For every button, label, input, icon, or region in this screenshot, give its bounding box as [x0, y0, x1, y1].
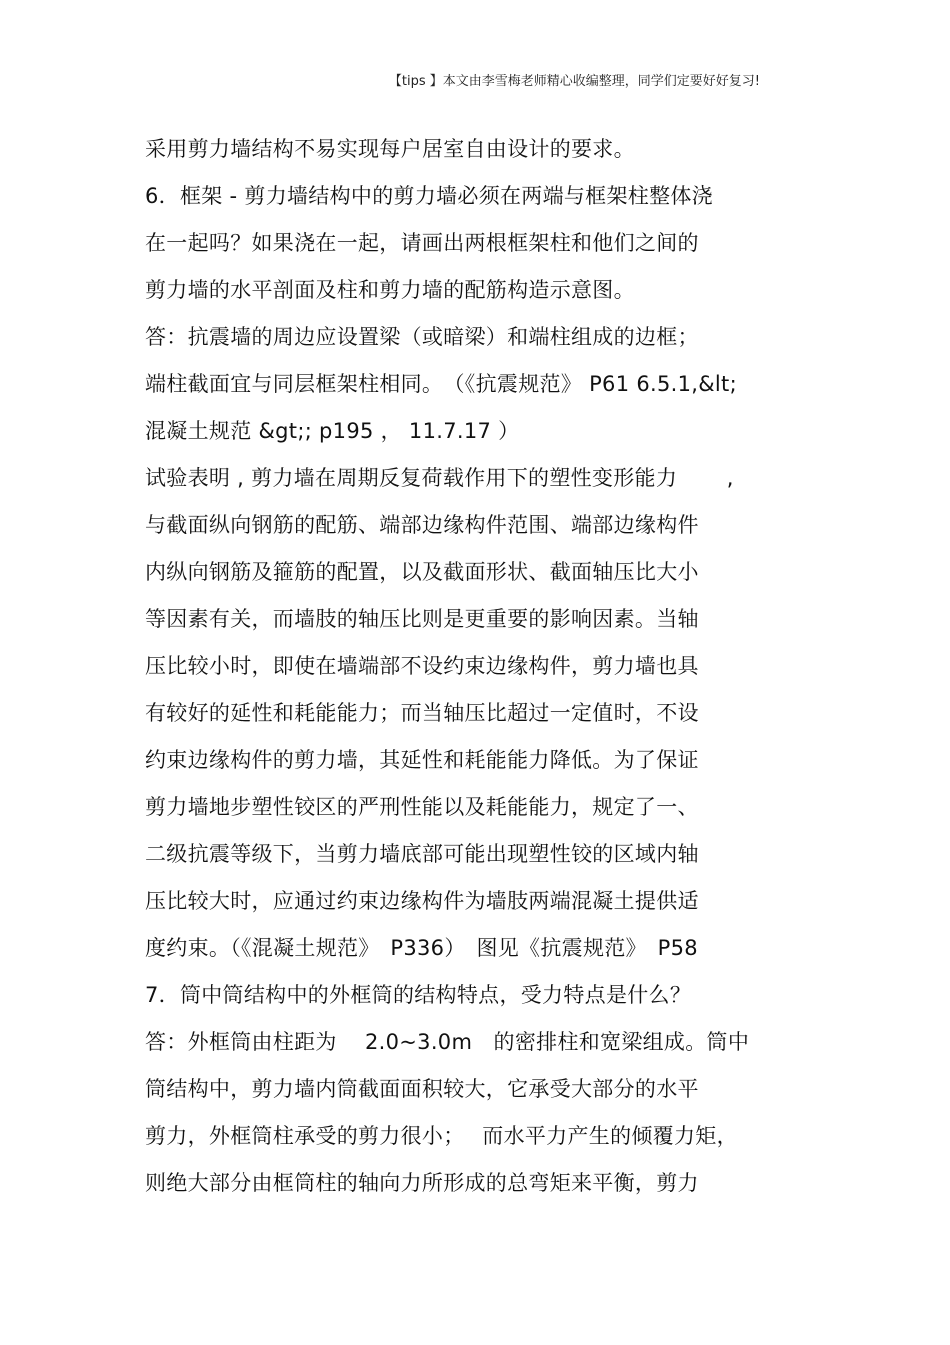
text-line: 试验表明 , 剪力墙在周期反复荷载作用下的塑性变形能力 , — [145, 466, 734, 490]
text-line: 筒结构中，剪力墙内筒截面面积较大，它承受大部分的水平 — [145, 1077, 699, 1101]
text-line: 压比较小时，即使在墙端部不设约束边缘构件，剪力墙也具 — [145, 654, 699, 678]
text-line: 有较好的延性和耗能能力；而当轴压比超过一定值时，不设 — [145, 701, 699, 725]
text-line: 答：抗震墙的周边应设置梁（或暗梁）和端柱组成的边框； — [145, 325, 699, 349]
text-line: 7．筒中筒结构中的外框筒的结构特点，受力特点是什么？ — [145, 983, 692, 1007]
text-line: 剪力，外框筒柱承受的剪力很小； 而水平力产生的倾覆力矩， — [145, 1124, 738, 1148]
text-line: 则绝大部分由框筒柱的轴向力所形成的总弯矩来平衡，剪力 — [145, 1171, 699, 1195]
text-line: 内纵向钢筋及箍筋的配置，以及截面形状、截面轴压比大小 — [145, 560, 699, 584]
text-line: 剪力墙地步塑性铰区的严刑性能以及耗能能力，规定了一、 — [145, 795, 699, 819]
text-line: 混凝土规范 &gt;; p195 ， 11.7.17 ） — [145, 419, 520, 443]
body-text — [145, 126, 795, 1207]
text-line: 压比较大时，应通过约束边缘构件为墙肢两端混凝土提供适 — [145, 889, 699, 913]
text-line: 6．框架 - 剪力墙结构中的剪力墙必须在两端与框架柱整体浇 — [145, 184, 713, 208]
text-line: 与截面纵向钢筋的配筋、端部边缘构件范围、端部边缘构件 — [145, 513, 699, 537]
text-line: 等因素有关，而墙肢的轴压比则是更重要的影响因素。当轴 — [145, 607, 699, 631]
text-line: 采用剪力墙结构不易实现每户居室自由设计的要求。 — [145, 137, 635, 161]
text-line: 答：外框筒由柱距为 2.0~3.0m 的密排柱和宽梁组成。筒中 — [145, 1030, 750, 1054]
text-line: 度约束。（《混凝土规范》 P336） 图见《抗震规范》 P58 — [145, 936, 698, 960]
tips-header-note: 【tips 】本文由李雪梅老师精心收编整理，同学们定要好好复习! — [388, 74, 760, 89]
text-line: 约束边缘构件的剪力墙，其延性和耗能能力降低。为了保证 — [145, 748, 699, 772]
text-line: 剪力墙的水平剖面及柱和剪力墙的配筋构造示意图。 — [145, 278, 635, 302]
text-line: 二级抗震等级下，当剪力墙底部可能出现塑性铰的区域内轴 — [145, 842, 699, 866]
text-line: 在一起吗？如果浇在一起，请画出两根框架柱和他们之间的 — [145, 231, 699, 255]
text-line: 端柱截面宜与同层框架柱相同。 （《抗震规范》 P61 6.5.1,&lt; — [145, 372, 737, 396]
